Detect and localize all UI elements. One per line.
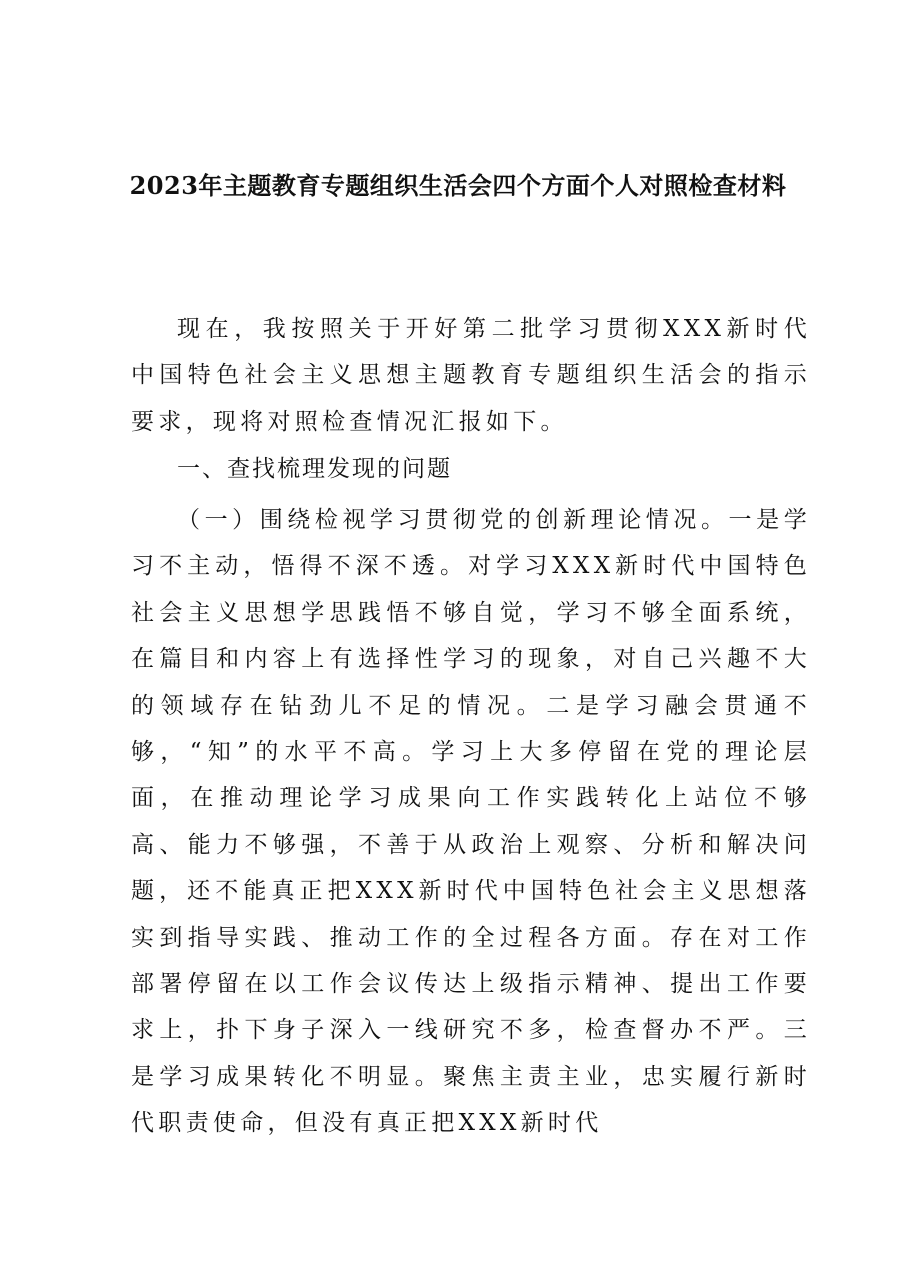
intro-paragraph: 现在，我按照关于开好第二批学习贯彻XXX新时代中国特色社会主义思想主题教育专题组织生活会的指示要求，现将对照检查情况汇报如下。	[131, 316, 811, 435]
document-title: 2023年主题教育专题组织生活会四个方面个人对照检查材料	[129, 171, 787, 200]
section-paragraph: （一）围绕检视学习贯彻党的创新理论情况。一是学习不主动，悟得不深不透。对学习XXX新时代中国特色社会主义思想学思践悟不够自觉，学习不够全面系统，在篇目和内容上有选择性学习的现象，对自己兴趣不大的领域存在钻劲儿不足的情况。二是学习融会贯通不够，“知”的水平不高。学习上大多停留在党的理论层面，在推动理论学习成果向工作实践转化上站位不够高、能力不够强，不善于从政治上观察、分析和解决问题，还不能真正把XXX新时代中国特色社会主义思想落实到指导实践、推动工作的全过程各方面。存在对工作部署停留在以工作会议传达上级指示精神、提出工作要求上，扑下身子深入一线研究不多，检查督办不严。三是学习成果转化不明显。聚焦主责主业，忠实履行新时代职责使命，但没有真正把XXX新时代	[131, 507, 811, 1137]
section-heading: 一、查找梳理发现的问题	[177, 456, 452, 482]
